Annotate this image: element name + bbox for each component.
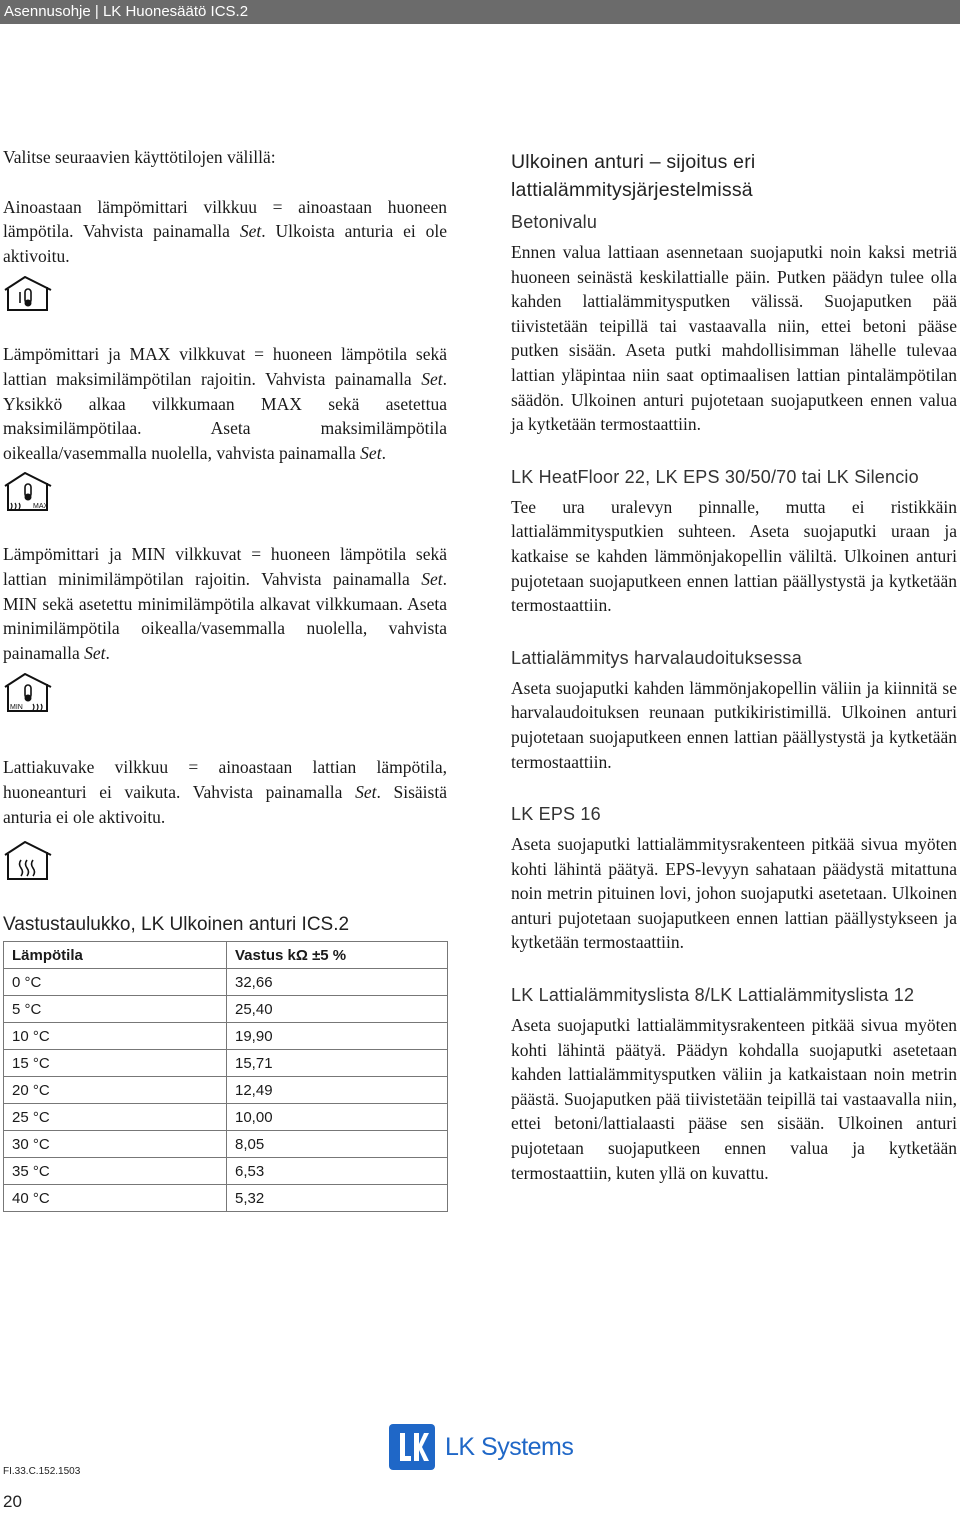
text-lattialista: Aseta suojaputki lattialämmitysrakenteen pitkää sivua myöten kohti lähintä päätyä. Päädyn kohdalla suojaputki asetetaan kahden lattialämmitysputken väliin ja katkaistaan noin metrin päästä. Suojaputken pää tiivistetään teipillä tai vastaavalla niin, ettei betoni/lattialaasti pääse sen sisään. Ulkoinen anturi pujotetaan suojaputkeen ennen valua ja kytketään termostaattiin, kuten yllä on kuvattu. [511, 1015, 957, 1183]
table-cell: 10 °C [4, 1023, 227, 1050]
house-thermometer-max-icon [3, 472, 55, 516]
table-cell: 8,05 [227, 1131, 448, 1158]
table-cell: 6,53 [227, 1158, 448, 1185]
column-header-resistance: Vastus kΩ ±5 % [227, 942, 448, 969]
table-cell: 25 °C [4, 1104, 227, 1131]
heading-eps16: LK EPS 16 [511, 804, 601, 825]
table-row [4, 1023, 448, 1050]
mode-room-only-text: Ainoastaan lämpömittari vilkkuu = ainoastaan huoneen lämpötila. Vahvista painamalla Set. Ulkoista anturia ei ole aktivoitu. [3, 196, 447, 266]
table-cell: 12,49 [227, 1077, 448, 1104]
table-cell: 20 °C [4, 1077, 227, 1104]
heading-batten: Lattialämmitys harvalaudoituksessa [511, 647, 802, 668]
table-cell: 30 °C [4, 1131, 227, 1158]
table-cell: 15 °C [4, 1050, 227, 1077]
table-cell: 5,32 [227, 1185, 448, 1212]
table-row [4, 1158, 448, 1185]
house-floor-heating-icon [3, 841, 59, 885]
table-cell: 19,90 [227, 1023, 448, 1050]
table-cell: 40 °C [4, 1185, 227, 1212]
right-column [511, 148, 957, 1185]
table-row [4, 1185, 448, 1212]
table-row [4, 1050, 448, 1077]
house-thermometer-icon [3, 276, 55, 316]
table-header-row [4, 942, 448, 969]
document-code: FI.33.C.152.1503 [3, 1466, 81, 1477]
lk-logo-icon [389, 1424, 435, 1470]
table-cell: 25,40 [227, 996, 448, 1023]
section-title: Ulkoinen anturi – sijoitus eri lattialämmitysjärjestelmissä [511, 151, 756, 201]
text-batten: Aseta suojaputki kahden lämmönjakopellin väliin ja kiinnitä se harvalaudoituksen reunaan putkikiristimillä. Ulkoinen anturi pujotetaan suojaputkeen ennen lattian päällystystä ja kytketään termostaattiin. [511, 677, 957, 772]
text-heatfloor: Tee ura uralevyn pinnalle, mutta ei ristikkäin lattialämmitysputkien suhteen. Aseta suojaputki uraan ja katkaise se kahden lämmönjakopellin väliltä. Ulkoinen anturi pujotetaan suojaputkeen ennen lattian päällystystä ja kytketään termostaattiin. [511, 496, 957, 616]
table-cell: 32,66 [227, 969, 448, 996]
min-label: MIN [10, 704, 23, 712]
resistance-table [3, 941, 448, 1212]
table-row [4, 1077, 448, 1104]
text-eps16: Aseta suojaputki lattialämmitysrakenteen pitkää sivua myöten kohti lähintä päätyä. EPS-levyyn sahataan päädystä mitattuna noin metrin pituinen lovi, johon suojaputki asetetaan. Ulkoinen anturi pujotetaan suojaputkeen ennen lattian päällystykseen ja kytketään termostaattiin. [511, 834, 957, 953]
column-header-temperature: Lämpötila [4, 942, 227, 969]
table-cell: 15,71 [227, 1050, 448, 1077]
table-row [4, 1131, 448, 1158]
page-header: Asennusohje | LK Huonesäätö ICS.2 [0, 0, 960, 24]
lk-systems-logo [389, 1424, 573, 1470]
table-cell: 5 °C [4, 996, 227, 1023]
table-row [4, 1104, 448, 1131]
table-row [4, 969, 448, 996]
heading-concrete: Betonivalu [511, 212, 598, 232]
mode-max-text: Lämpömittari ja MAX vilkkuvat = huoneen lämpötila sekä lattian maksimilämpötilan rajoitin. Vahvista painamalla Set. Yksikkö alkaa vilkkumaan MAX sekä asetettua maksimilämpötilaa. Aseta maksimilämpötila oikealla/vasemmalla nuolella, vahvista painamalla Set. [3, 344, 447, 463]
heading-heatfloor: LK HeatFloor 22, LK EPS 30/50/70 tai LK Silencio [511, 466, 919, 487]
text-concrete: Ennen valua lattiaan asennetaan suojaputki noin kaksi metriä huoneen seinästä keskilattialle päin. Putken päädyn tulee olla kahden lattialämmitysputken välissä. Suojaputken pää tiivistetään teipillä tai vastaavalla niin, ettei betoni pääse putken sisään. Aseta putki mahdollisimman lähelle tulevaa lattian yläpintaa niin saat optimaalisen lattian pintalämpötilan säädön. Ulkoinen anturi pujotetaan suojaputkeen ennen valua ja kytketään termostaattiin. [511, 242, 957, 435]
house-thermometer-min-icon [3, 673, 55, 717]
table-cell: 10,00 [227, 1104, 448, 1131]
heading-lattialista: LK Lattialämmityslista 8/LK Lattialämmityslista 12 [511, 985, 915, 1006]
page-number: 20 [3, 1492, 22, 1511]
left-column [3, 145, 447, 1212]
table-cell: 0 °C [4, 969, 227, 996]
mode-min-text: Lämpömittari ja MIN vilkkuvat = huoneen lämpötila sekä lattian minimilämpötilan rajoitin. Vahvista painamalla Set. MIN sekä asetettu minimilämpötila alkavat vilkkumaan. Aseta minimilämpötila oikealla/vasemmalla nuolella, vahvista painamalla Set. [3, 544, 447, 663]
table-row [4, 996, 448, 1023]
table-title: Vastustaulukko, LK Ulkoinen anturi ICS.2 [3, 914, 350, 936]
intro-text: Valitse seuraavien käyttötilojen välillä: [3, 147, 276, 167]
mode-floor-only-text: Lattiakuvake vilkkuu = ainoastaan lattian lämpötila, huoneanturi ei vaikuta. Vahvista painamalla Set. Sisäistä anturia ei ole aktivoitu. [3, 757, 447, 827]
table-cell: 35 °C [4, 1158, 227, 1185]
max-label: MAX [33, 503, 49, 511]
logo-text: LK Systems [445, 1432, 574, 1461]
